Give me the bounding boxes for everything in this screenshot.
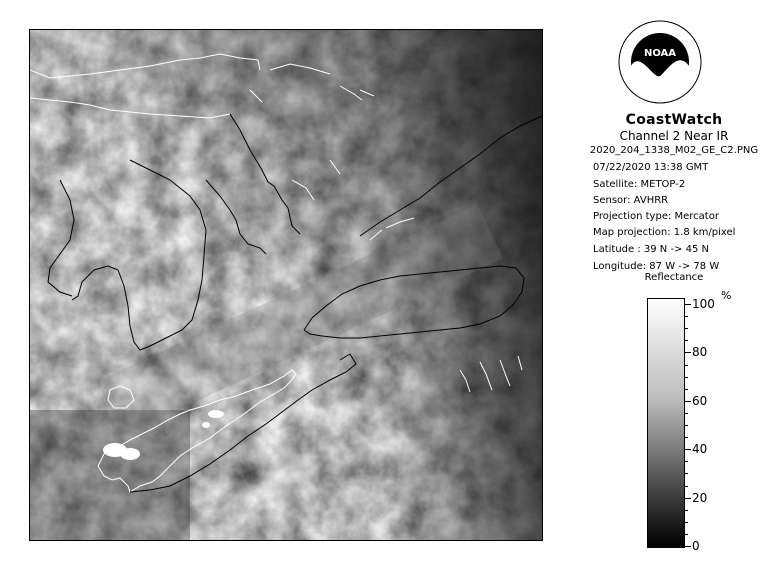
colorbar-tick-mark xyxy=(685,437,688,438)
colorbar-tick-mark xyxy=(685,365,688,366)
dark-region-southwest xyxy=(30,410,190,540)
colorbar-tick-label: 20 xyxy=(692,491,708,505)
brand-title: CoastWatch xyxy=(625,112,723,128)
colorbar-tick-mark xyxy=(685,534,688,535)
colorbar-unit: % xyxy=(721,289,732,302)
colorbar-tick-mark xyxy=(685,461,688,462)
channel-label: Channel 2 Near IR xyxy=(619,129,729,143)
longitude-label: Longitude: 87 W -> 78 W xyxy=(593,261,720,272)
colorbar-tick-mark xyxy=(685,546,691,547)
satellite-image xyxy=(29,29,543,541)
colorbar-tick-label: 40 xyxy=(692,442,708,456)
colorbar-tick-mark xyxy=(685,304,691,305)
satellite-label: Satellite: METOP-2 xyxy=(593,179,686,190)
colorbar-tick-label: 0 xyxy=(692,539,700,553)
datetime-label: 07/22/2020 13:38 GMT xyxy=(593,162,709,173)
latitude-label: Latitude : 39 N -> 45 N xyxy=(593,244,709,255)
colorbar-tick-mark xyxy=(685,510,688,511)
colorbar-tick-mark xyxy=(685,340,688,341)
colorbar-tick-mark xyxy=(685,486,688,487)
satellite-map xyxy=(30,30,542,540)
colorbar-tick-mark xyxy=(685,425,688,426)
colorbar-tick-label: 60 xyxy=(692,394,708,408)
colorbar-tick-mark xyxy=(685,449,691,450)
colorbar-tick-label: 80 xyxy=(692,345,708,359)
sensor-label: Sensor: AVHRR xyxy=(593,195,669,206)
colorbar-tick-mark xyxy=(685,316,688,317)
noaa-logo xyxy=(618,20,702,104)
colorbar-tick-mark xyxy=(685,352,691,353)
file-name: 2020_204_1338_M02_GE_C2.PNG xyxy=(589,145,759,156)
map-projection-label: Map projection: 1.8 km/pixel xyxy=(593,227,736,238)
colorbar-tick-mark xyxy=(685,473,688,474)
colorbar-tick-mark xyxy=(685,522,688,523)
colorbar-tick-mark xyxy=(685,401,691,402)
projection-label: Projection type: Mercator xyxy=(593,211,719,222)
colorbar-tick-mark xyxy=(685,377,688,378)
reflectance-colorbar xyxy=(647,298,685,548)
colorbar-tick-mark xyxy=(685,389,688,390)
colorbar-tick-mark xyxy=(685,328,688,329)
colorbar-tick-mark xyxy=(685,413,688,414)
colorbar-tick-mark xyxy=(685,498,691,499)
colorbar-title: Reflectance xyxy=(644,272,704,283)
colorbar-tick-label: 100 xyxy=(692,297,715,311)
noaa-logo-text: NOAA xyxy=(643,48,677,59)
